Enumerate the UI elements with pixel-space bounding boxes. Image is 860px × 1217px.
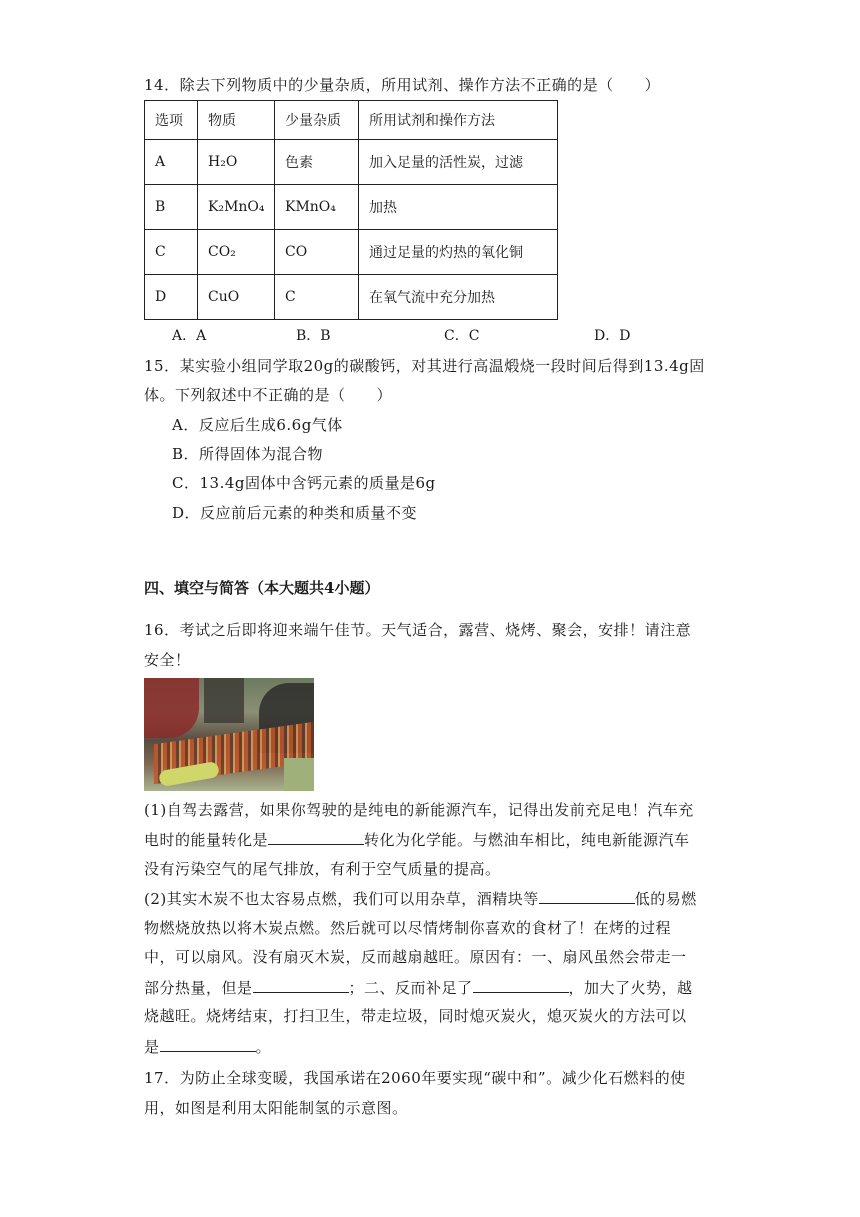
- q16-p2-line3: 中，可以扇风。没有扇灭木炭，反而越扇越旺。原因有：一、扇风虽然会带走一: [144, 948, 687, 966]
- q16-p2-text: ；二、反而补足了: [348, 979, 473, 997]
- q16-p2-line4: [144, 976, 693, 998]
- q14-choice-c[interactable]: C．C: [444, 328, 480, 344]
- cell-method: 在氧气流中充分加热: [359, 275, 558, 320]
- q15-stem-line1: 15．某实验小组同学取20g的碳酸钙，对其进行高温煅烧一段时间后得到13.4g固: [144, 357, 705, 375]
- q16-p2-text: 是: [144, 1038, 160, 1056]
- table-row: [145, 230, 558, 275]
- cell-method: 通过足量的灼热的氧化铜: [359, 230, 558, 275]
- cell-method: 加入足量的活性炭，过滤: [359, 140, 558, 185]
- q14-choice-a[interactable]: A．A: [172, 328, 207, 344]
- table-header-row: [145, 101, 558, 140]
- q14-choice-d[interactable]: D．D: [594, 328, 631, 344]
- q16-p2-text: (2)其实木炭不也太容易点燃，我们可以用杂草，酒精块等: [144, 890, 539, 908]
- q17-stem-line2: 用，如图是利用太阳能制氢的示意图。: [144, 1099, 408, 1117]
- q16-p1-line1: (1)自驾去露营，如果你驾驶的是纯电的新能源汽车，记得出发前充足电！汽车充: [144, 801, 694, 819]
- cell-substance: K₂MnO₄: [198, 185, 275, 230]
- q14-stem: 14．除去下列物质中的少量杂质，所用试剂、操作方法不正确的是（ ）: [144, 76, 661, 94]
- answer-blank-5[interactable]: [160, 1035, 256, 1052]
- header-option: 选项: [145, 101, 198, 140]
- answer-blank-4[interactable]: [473, 976, 569, 993]
- q17-stem-line1: 17．为防止全球变暖，我国承诺在2060年要实现“碳中和”。减少化石燃料的使: [144, 1069, 686, 1087]
- q14-choice-b[interactable]: B．B: [296, 328, 331, 344]
- cell-impurity: 色素: [275, 140, 359, 185]
- answer-blank-3[interactable]: [253, 976, 349, 993]
- cell-impurity: KMnO₄: [275, 185, 359, 230]
- q16-p1-text: 电时的能量转化是: [144, 831, 269, 849]
- q16-p2-text: 部分热量，但是: [144, 979, 253, 997]
- cell-substance: H₂O: [198, 140, 275, 185]
- header-impurity: 少量杂质: [275, 101, 359, 140]
- cell-method: 加热: [359, 185, 558, 230]
- q15-stem-line2: 体。下列叙述中不正确的是（ ）: [144, 386, 393, 404]
- section-title: 四、填空与简答（本大题共4小题）: [144, 579, 380, 597]
- q16-stem-line2: 安全！: [144, 651, 191, 669]
- table-row: [145, 275, 558, 320]
- cell-option: D: [145, 275, 198, 320]
- q14-table: [144, 100, 558, 320]
- cell-impurity: CO: [275, 230, 359, 275]
- q15-option-d[interactable]: D．反应前后元素的种类和质量不变: [172, 504, 418, 522]
- cell-impurity: C: [275, 275, 359, 320]
- answer-blank-1[interactable]: [268, 828, 364, 845]
- header-substance: 物质: [198, 101, 275, 140]
- answer-blank-2[interactable]: [539, 887, 635, 904]
- q16-p2-line2: 物燃烧放热以将木炭点燃。然后就可以尽情烤制你喜欢的食材了！在烤的过程: [144, 919, 672, 937]
- table-row: [145, 140, 558, 185]
- barbecue-photo: [144, 678, 314, 791]
- cell-option: C: [145, 230, 198, 275]
- q16-p1-text: 转化为化学能。与燃油车相比，纯电新能源汽车: [364, 831, 690, 849]
- q16-p2-text: 低的易燃: [634, 890, 697, 908]
- q16-p2-text: ，加大了火势，越: [568, 979, 693, 997]
- table-row: [145, 185, 558, 230]
- q16-p1-line2: [144, 828, 690, 850]
- cell-option: B: [145, 185, 198, 230]
- q16-p2-text: 。: [255, 1038, 272, 1056]
- q16-stem-line1: 16．考试之后即将迎来端午佳节。天气适合，露营、烧烤、聚会，安排！请注意: [144, 621, 692, 639]
- header-method: 所用试剂和操作方法: [359, 101, 558, 140]
- q16-p1-line3: 没有污染空气的尾气排放，有利于空气质量的提高。: [144, 860, 501, 878]
- cell-substance: CO₂: [198, 230, 275, 275]
- q16-p2-line1: [144, 887, 697, 909]
- cell-substance: CuO: [198, 275, 275, 320]
- q16-p2-line6: [144, 1035, 271, 1057]
- cell-option: A: [145, 140, 198, 185]
- q15-option-a[interactable]: A．反应后生成6.6g气体: [172, 416, 343, 434]
- q15-option-c[interactable]: C．13.4g固体中含钙元素的质量是6g: [172, 474, 436, 492]
- q15-option-b[interactable]: B．所得固体为混合物: [172, 445, 324, 463]
- q16-p2-line5: 烧越旺。烧烤结束，打扫卫生，带走垃圾，同时熄灭炭火，熄灭炭火的方法可以: [144, 1007, 687, 1025]
